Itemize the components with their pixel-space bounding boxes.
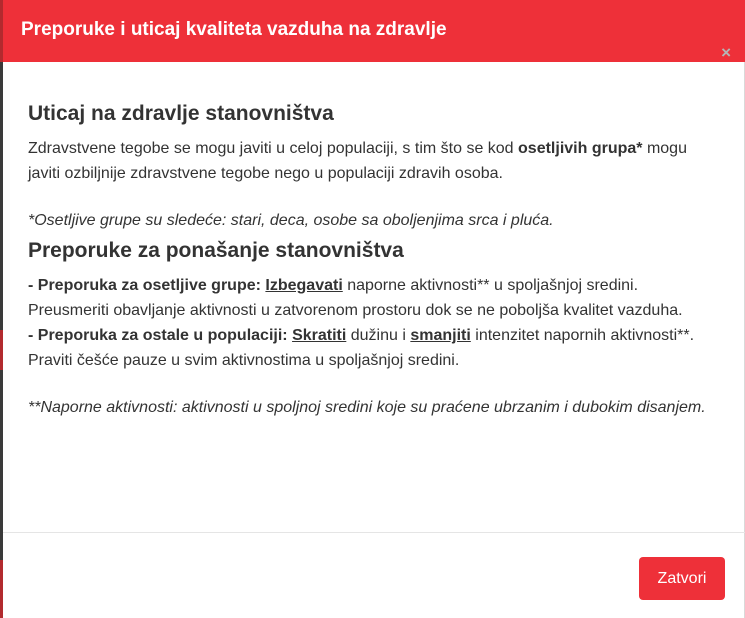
recommendation-others-action-shorten: Skratiti xyxy=(292,327,347,344)
recommendation-others-action-reduce: smanjiti xyxy=(410,327,471,344)
health-impact-text-start: Zdravstvene tegobe se mogu javiti u celoj populaciji, s tim što se kod xyxy=(28,140,519,157)
sensitive-groups-footnote: *Osetljive grupe su sledeće: stari, deca, osobe sa oboljenjima srca i pluća. xyxy=(28,212,554,229)
recommendation-others-label: - Preporuka za ostale u populaciji: xyxy=(28,327,288,344)
modal-title: Preporuke i uticaj kvaliteta vazduha na zdravlje xyxy=(21,19,447,40)
health-impact-text xyxy=(28,136,718,186)
close-button[interactable]: Zatvori xyxy=(639,557,725,600)
modal-body xyxy=(28,100,718,420)
recommendation-others-text-2: intenzitet napornih aktivnosti**. Praviti češće pauze u svim aktivnostima u spoljašnjoj sredini. xyxy=(28,327,695,369)
recommendation-others-text-1: dužinu i xyxy=(346,327,411,344)
close-icon[interactable]: × xyxy=(721,43,731,62)
strenuous-activities-footnote: **Naporne aktivnosti: aktivnosti u spoljnoj sredini koje su praćene ubrzanim i dubokim disanjem. xyxy=(28,399,706,416)
recommendation-others xyxy=(28,323,718,373)
recommendation-sensitive xyxy=(28,273,718,323)
sensitive-groups-emphasis: osetljivih grupa* xyxy=(518,140,643,157)
recommendation-sensitive-label: - Preporuka za osetljive grupe: xyxy=(28,277,261,294)
air-quality-modal xyxy=(3,0,745,618)
modal-header xyxy=(3,0,745,62)
recommendation-sensitive-text: naporne aktivnosti** u spoljašnjoj sredini. Preusmeriti obavljanje aktivnosti u zatvorenom prostoru dok se ne poboljša kvalitet vazduha. xyxy=(28,277,683,319)
recommendations-heading: Preporuke za ponašanje stanovništva xyxy=(28,239,404,262)
recommendation-sensitive-action: Izbegavati xyxy=(265,277,343,294)
footer-divider xyxy=(3,532,745,533)
health-impact-text-end: mogu javiti ozbiljnije zdravstvene tegobe nego u populaciji zdravih osoba. xyxy=(28,140,687,182)
health-impact-heading: Uticaj na zdravlje stanovništva xyxy=(28,102,334,125)
